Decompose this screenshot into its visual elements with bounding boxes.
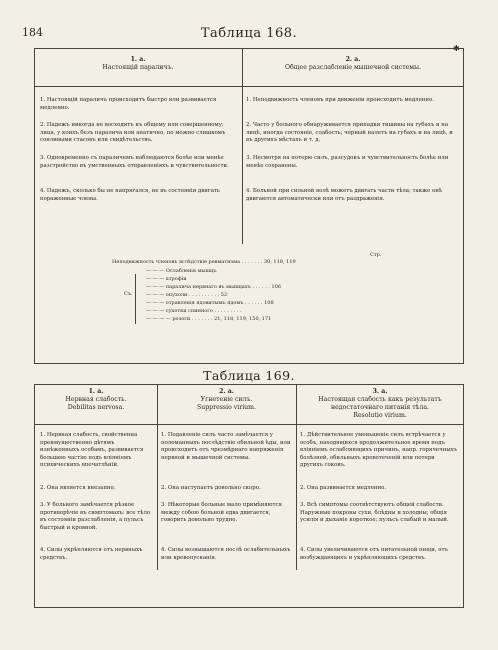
table-168-left-item: 3. Одновременно съ параличемъ наблюдаются болѣе или менѣе разстройство въ умственныхъ отправленіяхъ и чувствительности. <box>40 155 229 169</box>
table-168-left-item: 1. Настоящій параличъ происходитъ быстро или развивается медленно. <box>40 97 217 111</box>
locator-row: — — — паралича нервнаго въ мышцахъ . . . . . . 106 <box>146 284 281 290</box>
table-169-cell: 2. Она наступаетъ довольно скоро. <box>161 485 261 491</box>
table-169-cell: 2. Она является внезапно. <box>40 485 116 491</box>
table-169-header-rule <box>34 424 464 425</box>
table-169-cell: 4. Силы возвышаются послѣ ослабительныхъ или кровопусканія. <box>161 547 291 561</box>
table-169-col2-header: 2. а. Угнетеніе силъ. Suppressio virium. <box>196 388 257 411</box>
locator-top-line: Неподвижность членовъ вслѣдствіе ревматизма . . . . . . . 30, 118, 119 <box>112 259 296 265</box>
table-169-cell: 4. Силы увеличиваются отъ питательной пищи, отъ возбуждающихъ и укрѣпляющихъ средствъ. <box>300 547 448 561</box>
table-169-cell: 1. Подавленіе силъ часто замѣчается у поломанныхъ послѣдствіе обильной ѣды, или происходитъ отъ чрезмѣрнаго напряженія нервной и мышечной системы. <box>161 432 291 461</box>
table-169-cell: 3. У больного замѣчается рѣзкое противорѣчіе въ симптомахъ: все тѣло въ состояніи разслабленія, а пульсъ быстрый и кровной. <box>40 502 151 531</box>
page-number: 184 <box>22 26 43 39</box>
table-169-cell: 3. Всѣ симптомы соотвѣтствуютъ общей слабости. Наружные покровы сухи, блѣдны и холодны; общія усилія и дыханіе короткое; пульсъ слабый и малый. <box>300 502 449 524</box>
table-169-col1-header: 1. а. Нервная слабость. Debilitas nervosa. <box>65 388 127 411</box>
locator-column-title: Стр. <box>370 252 382 258</box>
locator-row: — — — отравленія ядовитымъ ядомъ . . . . . . 108 <box>146 300 274 306</box>
table-169-cell: 3. Нѣкоторые больные мало примѣняются между собою больной едва двигается, говорить довольно трудно. <box>161 502 282 524</box>
table-168-right-item: 2. Часто у больного обнаруживается припадки тишины на губахъ и на лицѣ, иногда состояніе, слабость; черный налетъ на губахъ и на лицѣ, и въ другихъ мѣстахъ и т. д. <box>246 122 453 144</box>
table-168-right-item: 1. Неподвижность членовъ при движеніи происходитъ медленно. <box>246 97 434 103</box>
locator-row: — — — опухоли . . . . . . . . . . 52 <box>146 292 228 298</box>
table-169-cell: 2. Она развивается медленно. <box>300 485 387 491</box>
locator-row: — — — — розоги . . . . . . . 21, 118, 119, 150, 171 <box>146 316 272 322</box>
locator-row: — — — сухотки спинного . . . . . . . . . <box>146 308 242 314</box>
table-169-col3-header: 3. а. Настоящая слабость какъ результатъ недостаточнаго питанія тѣла. Resolutio virium. <box>318 388 442 419</box>
table-168-right-item: 3. Несмотря на потерю силъ, разсудокъ и чувствительность болѣе или менѣе сохранены. <box>246 155 449 169</box>
table-168-left-item: 4. Падежъ, сколько бы не напрягался, не въ состояніи двигать пораженные члены. <box>40 188 220 202</box>
table-169-divider-2 <box>296 384 297 570</box>
table-168-column-divider <box>242 48 243 244</box>
table-168-left-item: 2. Падежъ никогда не восходитъ къ общему или совершенному; лица, у коихъ безъ паралича или апатично, по можно слишкомъ сонливыми стасовъ или свидѣтельствъ. <box>40 122 226 144</box>
table-169-title: Таблица 169. <box>203 368 295 383</box>
locator-side-label: Съ. <box>124 291 133 297</box>
table-168-right-item: 4. Больной при сильной волѣ можетъ двигать части тѣла; также онѣ двигаются автоматически или отъ раздраженія. <box>246 188 443 202</box>
table-169-cell: 1. Нервная слабость, свойственна преимущественно дѣтямъ изнѣженныхъ особамъ, развивается большею частію подъ вліяніемъ психическихъ впечатлѣній. <box>40 432 144 469</box>
table-168-title: Таблица 168. <box>200 26 298 41</box>
table-168-col1-header: 1. а. Настоящій параличъ. <box>102 56 174 71</box>
locator-brace <box>135 274 142 324</box>
table-169-cell: 1. Дѣйствительное уменьшеніе силъ встрѣчается у особъ, находящихся продолжительное время подъ вліяніемъ ослабляющихъ причинъ, напр. горячечныхъ болѣзней, обильныхъ кровотеченій или потери другихъ соковъ. <box>300 432 457 469</box>
locator-row: — — — Ослабленія мышцъ <box>146 268 217 274</box>
table-168-header-rule <box>34 86 464 87</box>
corner-mark: ✱ <box>453 44 460 53</box>
locator-row: — — — атрофіи <box>146 276 187 282</box>
table-168-col2-header: 2. а. Общее разслабленіе мышечной системы. <box>284 56 422 71</box>
table-169-cell: 4. Силы укрѣпляются отъ нервныхъ средствъ. <box>40 547 143 561</box>
